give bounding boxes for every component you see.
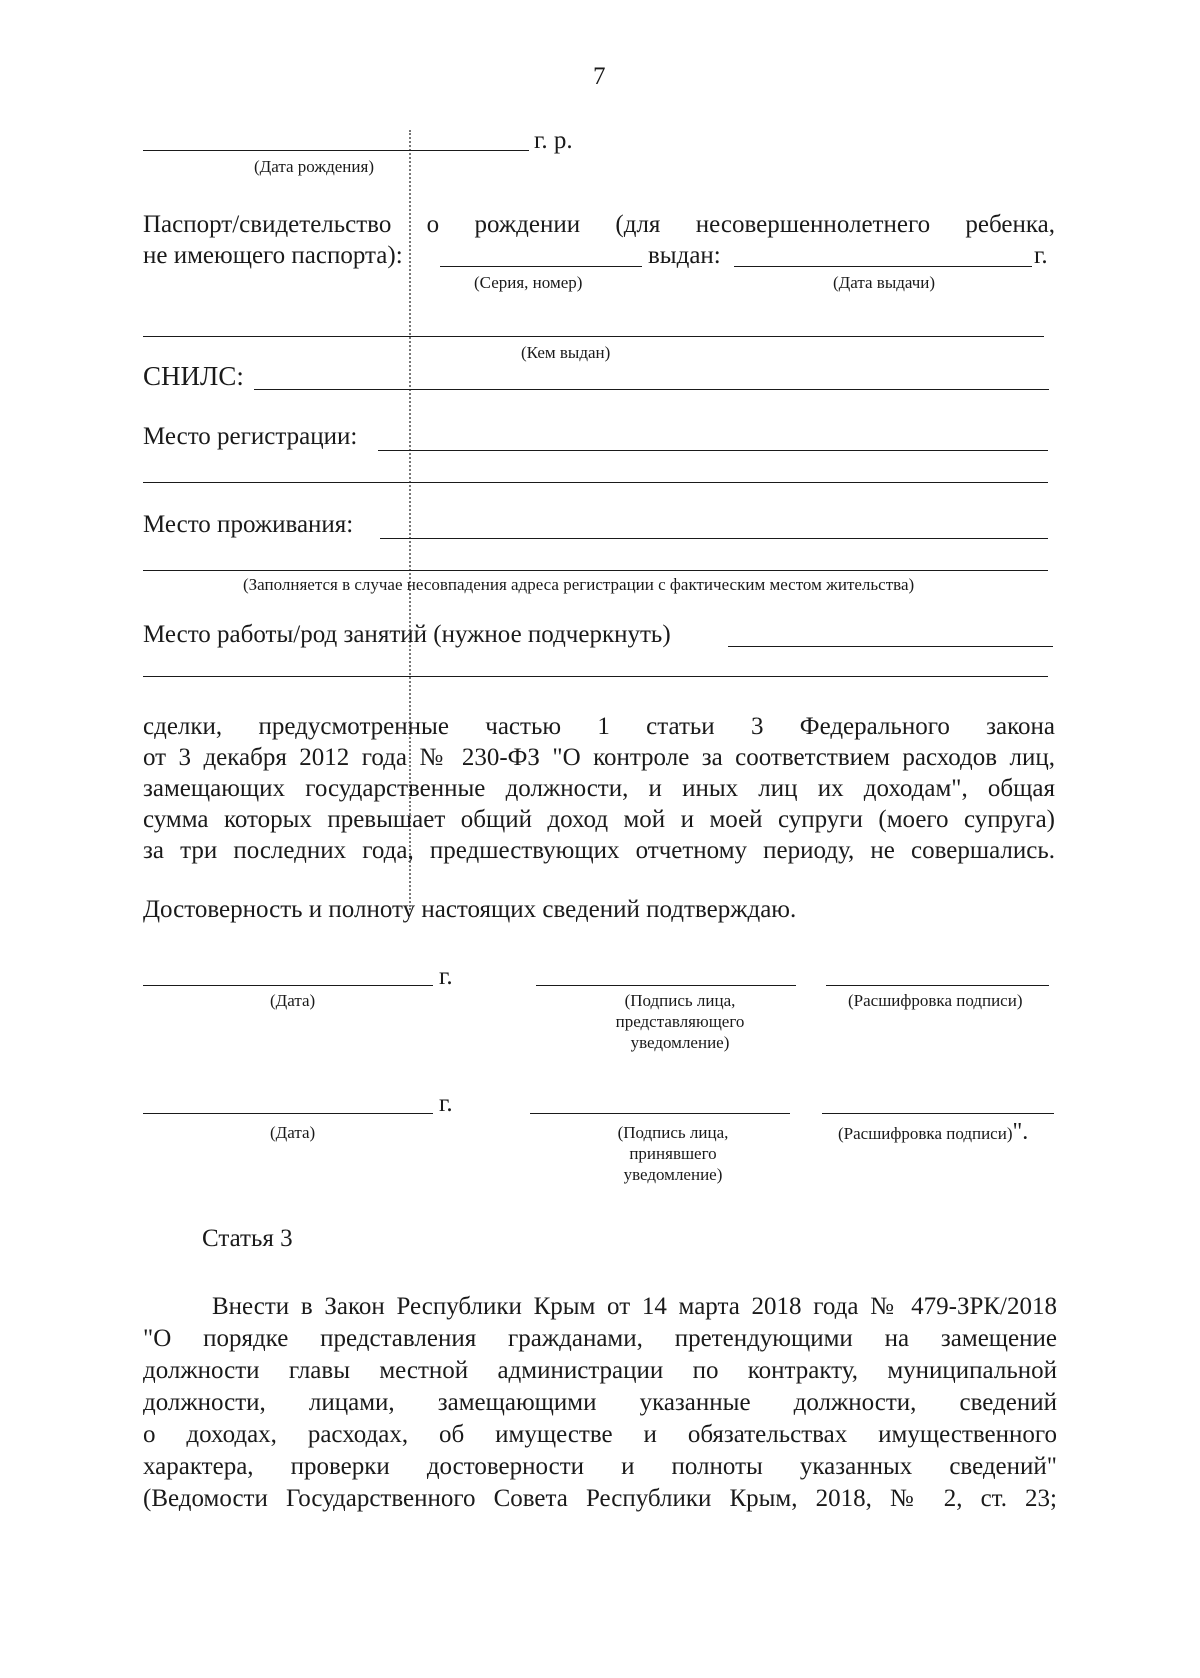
birth-year-suffix: г. р.	[534, 127, 573, 154]
confirmation-text: Достоверность и полноту настоящих сведений подтверждаю.	[143, 896, 797, 923]
paragraph-line-3: замещающих государственные должности, и иных лиц их доходам", общая	[143, 775, 1055, 802]
residence-field-2[interactable]	[143, 570, 1048, 571]
sign1-caption-line-2: представляющего	[615, 1012, 745, 1031]
article-line-2: "О порядке представления гражданами, претендующими на замещение	[143, 1325, 1057, 1352]
closing-quote: ".	[1012, 1119, 1029, 1145]
passport-line-2: не имеющего паспорта):	[143, 242, 403, 269]
sign1-date-caption: (Дата)	[270, 991, 316, 1010]
passport-series-field[interactable]	[440, 266, 642, 267]
registration-field-1[interactable]	[378, 450, 1048, 451]
passport-issued-label: выдан:	[648, 242, 721, 269]
birth-date-field[interactable]	[143, 150, 529, 151]
work-field-1[interactable]	[728, 646, 1053, 647]
sign2-caption-line-2: принявшего	[629, 1144, 717, 1163]
article-line-5: о доходах, расходах, об имуществе и обязательствах имущественного	[143, 1421, 1057, 1448]
sign2-signature-field[interactable]	[530, 1113, 790, 1114]
sign1-date-field[interactable]	[143, 985, 433, 986]
sign2-decode-caption-text: (Расшифровка подписи)	[838, 1124, 1013, 1143]
residence-caption: (Заполняется в случае несовпадения адреса регистрации с фактическим местом жительства)	[243, 575, 915, 594]
sign2-caption-line-3: уведомление)	[623, 1165, 723, 1184]
passport-issue-date-field[interactable]	[734, 266, 1032, 267]
passport-issuer-field[interactable]	[143, 336, 1044, 337]
sign1-signature-field[interactable]	[536, 985, 796, 986]
paragraph-line-1: сделки, предусмотренные частью 1 статьи 3 Федерального закона	[143, 713, 1055, 740]
article-line-4: должности, лицами, замещающими указанные должности, сведений	[143, 1389, 1057, 1416]
sign2-signature-caption	[583, 1122, 763, 1185]
sign1-decode-field[interactable]	[826, 985, 1049, 986]
paragraph-line-2: от 3 декабря 2012 года № 230-ФЗ "О контроле за соответствием расходов лиц,	[143, 744, 1055, 771]
sign2-caption-line-1: (Подпись лица,	[617, 1123, 729, 1142]
passport-date-caption: (Дата выдачи)	[833, 273, 936, 292]
sign1-year-suffix: г.	[439, 963, 453, 990]
sign2-decode-field[interactable]	[822, 1113, 1054, 1114]
work-label: Место работы/род занятий (нужное подчеркнуть)	[143, 621, 671, 648]
passport-series-caption: (Серия, номер)	[474, 273, 583, 292]
residence-field-1[interactable]	[380, 538, 1048, 539]
article-line-3: должности главы местной администрации по контракту, муниципальной	[143, 1357, 1057, 1384]
passport-line-1: Паспорт/свидетельство о рождении (для несовершеннолетнего ребенка,	[143, 211, 1055, 238]
article-heading: Статья 3	[202, 1225, 293, 1252]
sign2-decode-caption	[838, 1119, 1029, 1145]
snils-field[interactable]	[254, 389, 1049, 390]
page-number: 7	[593, 63, 606, 90]
sign1-decode-caption: (Расшифровка подписи)	[848, 991, 1023, 1010]
registration-field-2[interactable]	[143, 482, 1048, 483]
article-line-1: Внести в Закон Республики Крым от 14 марта 2018 года № 479-ЗРК/2018	[212, 1293, 1057, 1320]
sign2-year-suffix: г.	[439, 1090, 453, 1117]
birth-date-caption: (Дата рождения)	[254, 157, 374, 176]
registration-label: Место регистрации:	[143, 423, 358, 450]
residence-label: Место проживания:	[143, 511, 354, 538]
paragraph-line-5: за три последних года, предшествующих отчетному периоду, не совершались.	[143, 837, 1055, 864]
sign1-caption-line-3: уведомление)	[630, 1033, 730, 1052]
passport-issuer-caption: (Кем выдан)	[521, 343, 611, 362]
article-line-7: (Ведомости Государственного Совета Республики Крым, 2018, № 2, ст. 23;	[143, 1485, 1057, 1512]
sign2-date-field[interactable]	[143, 1113, 433, 1114]
snils-label: СНИЛС:	[143, 361, 244, 391]
article-line-6: характера, проверки достоверности и полноты указанных сведений"	[143, 1453, 1057, 1480]
work-field-2[interactable]	[143, 676, 1048, 677]
passport-year-suffix: г.	[1034, 242, 1048, 269]
paragraph-line-4: сумма которых превышает общий доход мой и моей супруги (моего супруга)	[143, 806, 1055, 833]
sign1-caption-line-1: (Подпись лица,	[624, 991, 736, 1010]
sign2-date-caption: (Дата)	[270, 1123, 316, 1142]
sign1-signature-caption	[590, 990, 770, 1053]
